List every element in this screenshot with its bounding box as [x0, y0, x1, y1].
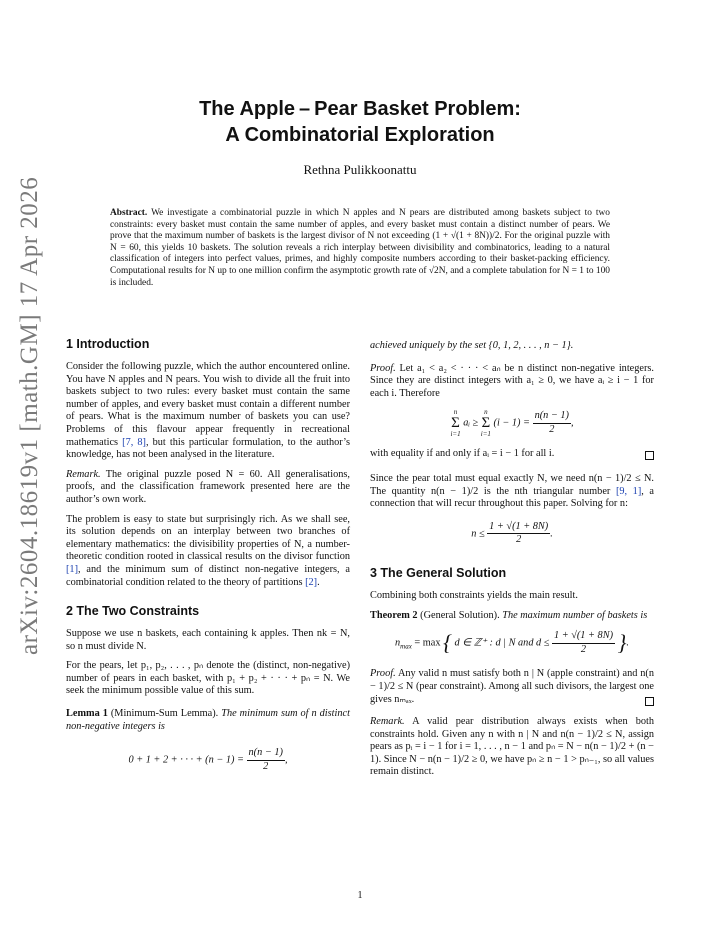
- set-definition: d ∈ ℤ⁺ : d | N and d ≤: [454, 637, 552, 649]
- proof-text: Let a₁ < a₂ < · · · < aₙ be n distinct non-negative integers. Since they are distinct integers with a₁ ≥ 0, we have aᵢ ≥ i − 1 for each i. Therefore: [370, 362, 654, 399]
- theorem-name: (General Solution).: [417, 609, 500, 621]
- author-name: Rethna Pulikkoonattu: [303, 162, 417, 177]
- citation-link[interactable]: [9, 1]: [615, 485, 642, 497]
- theorem-equation: $n_{max} = \max$ { d ∈ ℤ⁺ : d | N and d ≤ $\frac{1 + √(1 + 8N)}{2}$ }.: [395, 629, 629, 655]
- intro-text: .: [317, 576, 320, 588]
- abstract: [110, 208, 610, 289]
- remark-2: [370, 716, 654, 779]
- title-line-1: The Apple – Pear Basket Problem:: [199, 98, 521, 120]
- remark-label: Remark.: [66, 468, 101, 480]
- numerator: 1 + √(1 + 8N): [552, 630, 615, 644]
- numerator: n(n − 1): [533, 410, 571, 424]
- arxiv-identifier: arXiv:2604.18619v1 [math.GM] 17 Apr 2026: [16, 176, 43, 655]
- lemma-label: Lemma 1: [66, 708, 108, 720]
- fraction: [533, 410, 571, 436]
- abstract-label: Abstract.: [110, 208, 148, 218]
- solution-paragraph: Combining both constraints yields the main result.: [370, 589, 578, 601]
- intro-paragraph-2: [66, 514, 350, 590]
- lemma-continuation: achieved uniquely by the set {0, 1, 2, . . . , n − 1}.: [370, 340, 574, 351]
- fraction: [247, 747, 285, 773]
- proof-label: Proof.: [370, 362, 396, 374]
- numerator: n(n − 1): [247, 747, 285, 761]
- numerator: 1 + √(1 + 8N): [487, 521, 550, 535]
- theorem-label: Theorem 2: [370, 609, 418, 621]
- intro-remark: [66, 469, 350, 507]
- sum-symbol: n Σ i=1: [480, 408, 491, 439]
- section-1-heading: 1 Introduction: [66, 337, 150, 351]
- remark-text: The original puzzle posed N = 60. All generalisations, proofs, and the classification framework presented here are the author’s own work.: [66, 468, 350, 505]
- citation-link[interactable]: [2]: [305, 576, 318, 588]
- title-line-2: A Combinatorial Exploration: [225, 124, 495, 146]
- left-column: [66, 336, 350, 783]
- remark-text: A valid pear distribution always exists when both constraints hold. Given any n with n | N and n(n − 1)/2 ≤ N, assign pears as pᵢ = i − 1 for i = 1, . . . , n − 1 and pₙ = N − n(n − 1)/2 + (n − 1). Since N − n(n − 1)/2 ≥ 0, we have pₙ ≥ n − 1 > pₙ₋₁, so all values remain distinct.: [370, 716, 654, 778]
- equation-part: = max: [411, 637, 441, 649]
- proof-1-end: [370, 448, 654, 461]
- fraction: [552, 630, 615, 656]
- pear-paragraph: [370, 473, 654, 511]
- n-bound-equation: n ≤ $\frac{1 + √(1 + 8N)}{2}$ .: [471, 520, 553, 546]
- pear-text: Since the pear total must equal exactly N, we need n(n − 1)/2 ≤ N. The quantity n(n − 1)/2 is the nth triangular number: [370, 472, 654, 497]
- citation-link[interactable]: [7, 8]: [122, 436, 146, 448]
- proof-text: Any valid n must satisfy both n | N (apple constraint) and n(n − 1)/2 ≤ N (pear constraint). Among all such divisors, the largest one gives nₘₐₓ.: [370, 668, 654, 705]
- proof-label: Proof.: [370, 668, 396, 680]
- lemma-text: The minimum sum of n distinct non-negative integers is: [66, 708, 350, 732]
- sum-symbol: n Σ i=1: [450, 408, 461, 439]
- proof-1: [370, 363, 654, 401]
- equation-part: aᵢ ≥: [463, 417, 481, 429]
- theorem-2: [370, 610, 654, 623]
- intro-text: Consider the following puzzle, which the author encountered online. You have N apples and N pears. You wish to divide all the fruit into baskets subject to two rules: every basket must contain the same number of apples, and every basket must contain a different number of pears. What is the maximum number of baskets you can use? Problems of this flavour appear frequently in recreational mathematics: [66, 361, 350, 448]
- denominator: 2: [263, 760, 269, 772]
- qed-symbol: [645, 697, 654, 706]
- lemma-name: (Minimum-Sum Lemma).: [107, 708, 219, 720]
- constraints-paragraph-1: Suppose we use n baskets, each containing k apples. Then nk = N, so n must divide N.: [66, 628, 350, 652]
- equation-left: n: [395, 637, 401, 649]
- right-brace: }: [617, 629, 627, 655]
- fraction: [487, 521, 550, 547]
- equation-part: (i − 1) =: [493, 417, 533, 429]
- right-column: [370, 340, 654, 786]
- qed-symbol: [645, 451, 654, 460]
- pear-text: , a connection that will recur throughout this paper. Solving for n:: [370, 485, 655, 510]
- denominator: 2: [549, 423, 555, 435]
- intro-text: The problem is easy to state but surprisingly rich. As we shall see, its solution depends on an interplay between two branches of elementary mathematics: the divisibility properties of N, a number-theoretic condition rooted in classical results on the divisor function: [66, 513, 350, 563]
- intro-text: , and the minimum sum of distinct non-negative integers, a combinatorial condition related to the theory of partitions: [66, 563, 350, 588]
- denominator: 2: [516, 534, 522, 546]
- intro-text: , but this particular formulation, to the author’s knowledge, has not been analysed in the literature.: [66, 436, 350, 461]
- equation-left: 0 + 1 + 2 + · · · + (n − 1) =: [128, 754, 247, 766]
- constraints-paragraph-2: For the pears, let p₁, p₂, . . . , pₙ denote the (distinct, non-negative) number of pears in each basket, with p₁ + p₂ + · · · + pₙ = N. We seek the minimum possible value of this sum.: [66, 660, 350, 697]
- sum-equation: n Σ i=1 aᵢ ≥ n Σ i=1 (i − 1) = $\frac{n(n - 1)}{2}$ ,: [450, 408, 574, 439]
- lemma-equation: 0 + 1 + 2 + · · · + (n − 1) = $\frac{n(n - 1)}{2}$ ,: [128, 747, 288, 772]
- paper-title: [100, 96, 620, 148]
- intro-paragraph-1: [66, 361, 350, 462]
- theorem-text: The maximum number of baskets is: [499, 609, 648, 621]
- citation-link[interactable]: [1]: [66, 563, 79, 575]
- proof-2: [370, 668, 654, 706]
- equation-left: n ≤: [471, 528, 488, 540]
- left-brace: {: [443, 629, 452, 655]
- denominator: 2: [580, 643, 587, 655]
- subscript: max: [400, 642, 412, 651]
- abstract-text: We investigate a combinatorial puzzle in which N apples and N pears are distributed among baskets subject to two constraints: every basket must contain the same number of apples, and every basket must contain a distinct number of pears. We prove that the maximum number of baskets is the largest divisor of N not exceeding (1 + √(1 + 8N))/2. For the original puzzle with N = 60, this yields 10 baskets. The solution reveals a rich interplay between divisibility and combinatorics, leading to a natural classification of integers into perfect values, primes, and highly composite numbers according to their basket-packing efficiency. Computational results for N up to one million confirm the asymptotic growth rate of √2N, and a complete tabulation for N = 1 to 100 is included.: [110, 208, 610, 288]
- page-number: 1: [357, 890, 363, 901]
- remark-label: Remark.: [370, 716, 405, 728]
- proof-end-text: with equality if and only if aᵢ = i − 1 for all i.: [370, 448, 555, 460]
- lemma-1: [66, 708, 350, 733]
- section-2-heading: 2 The Two Constraints: [66, 604, 200, 619]
- section-3-heading: 3 The General Solution: [370, 565, 507, 580]
